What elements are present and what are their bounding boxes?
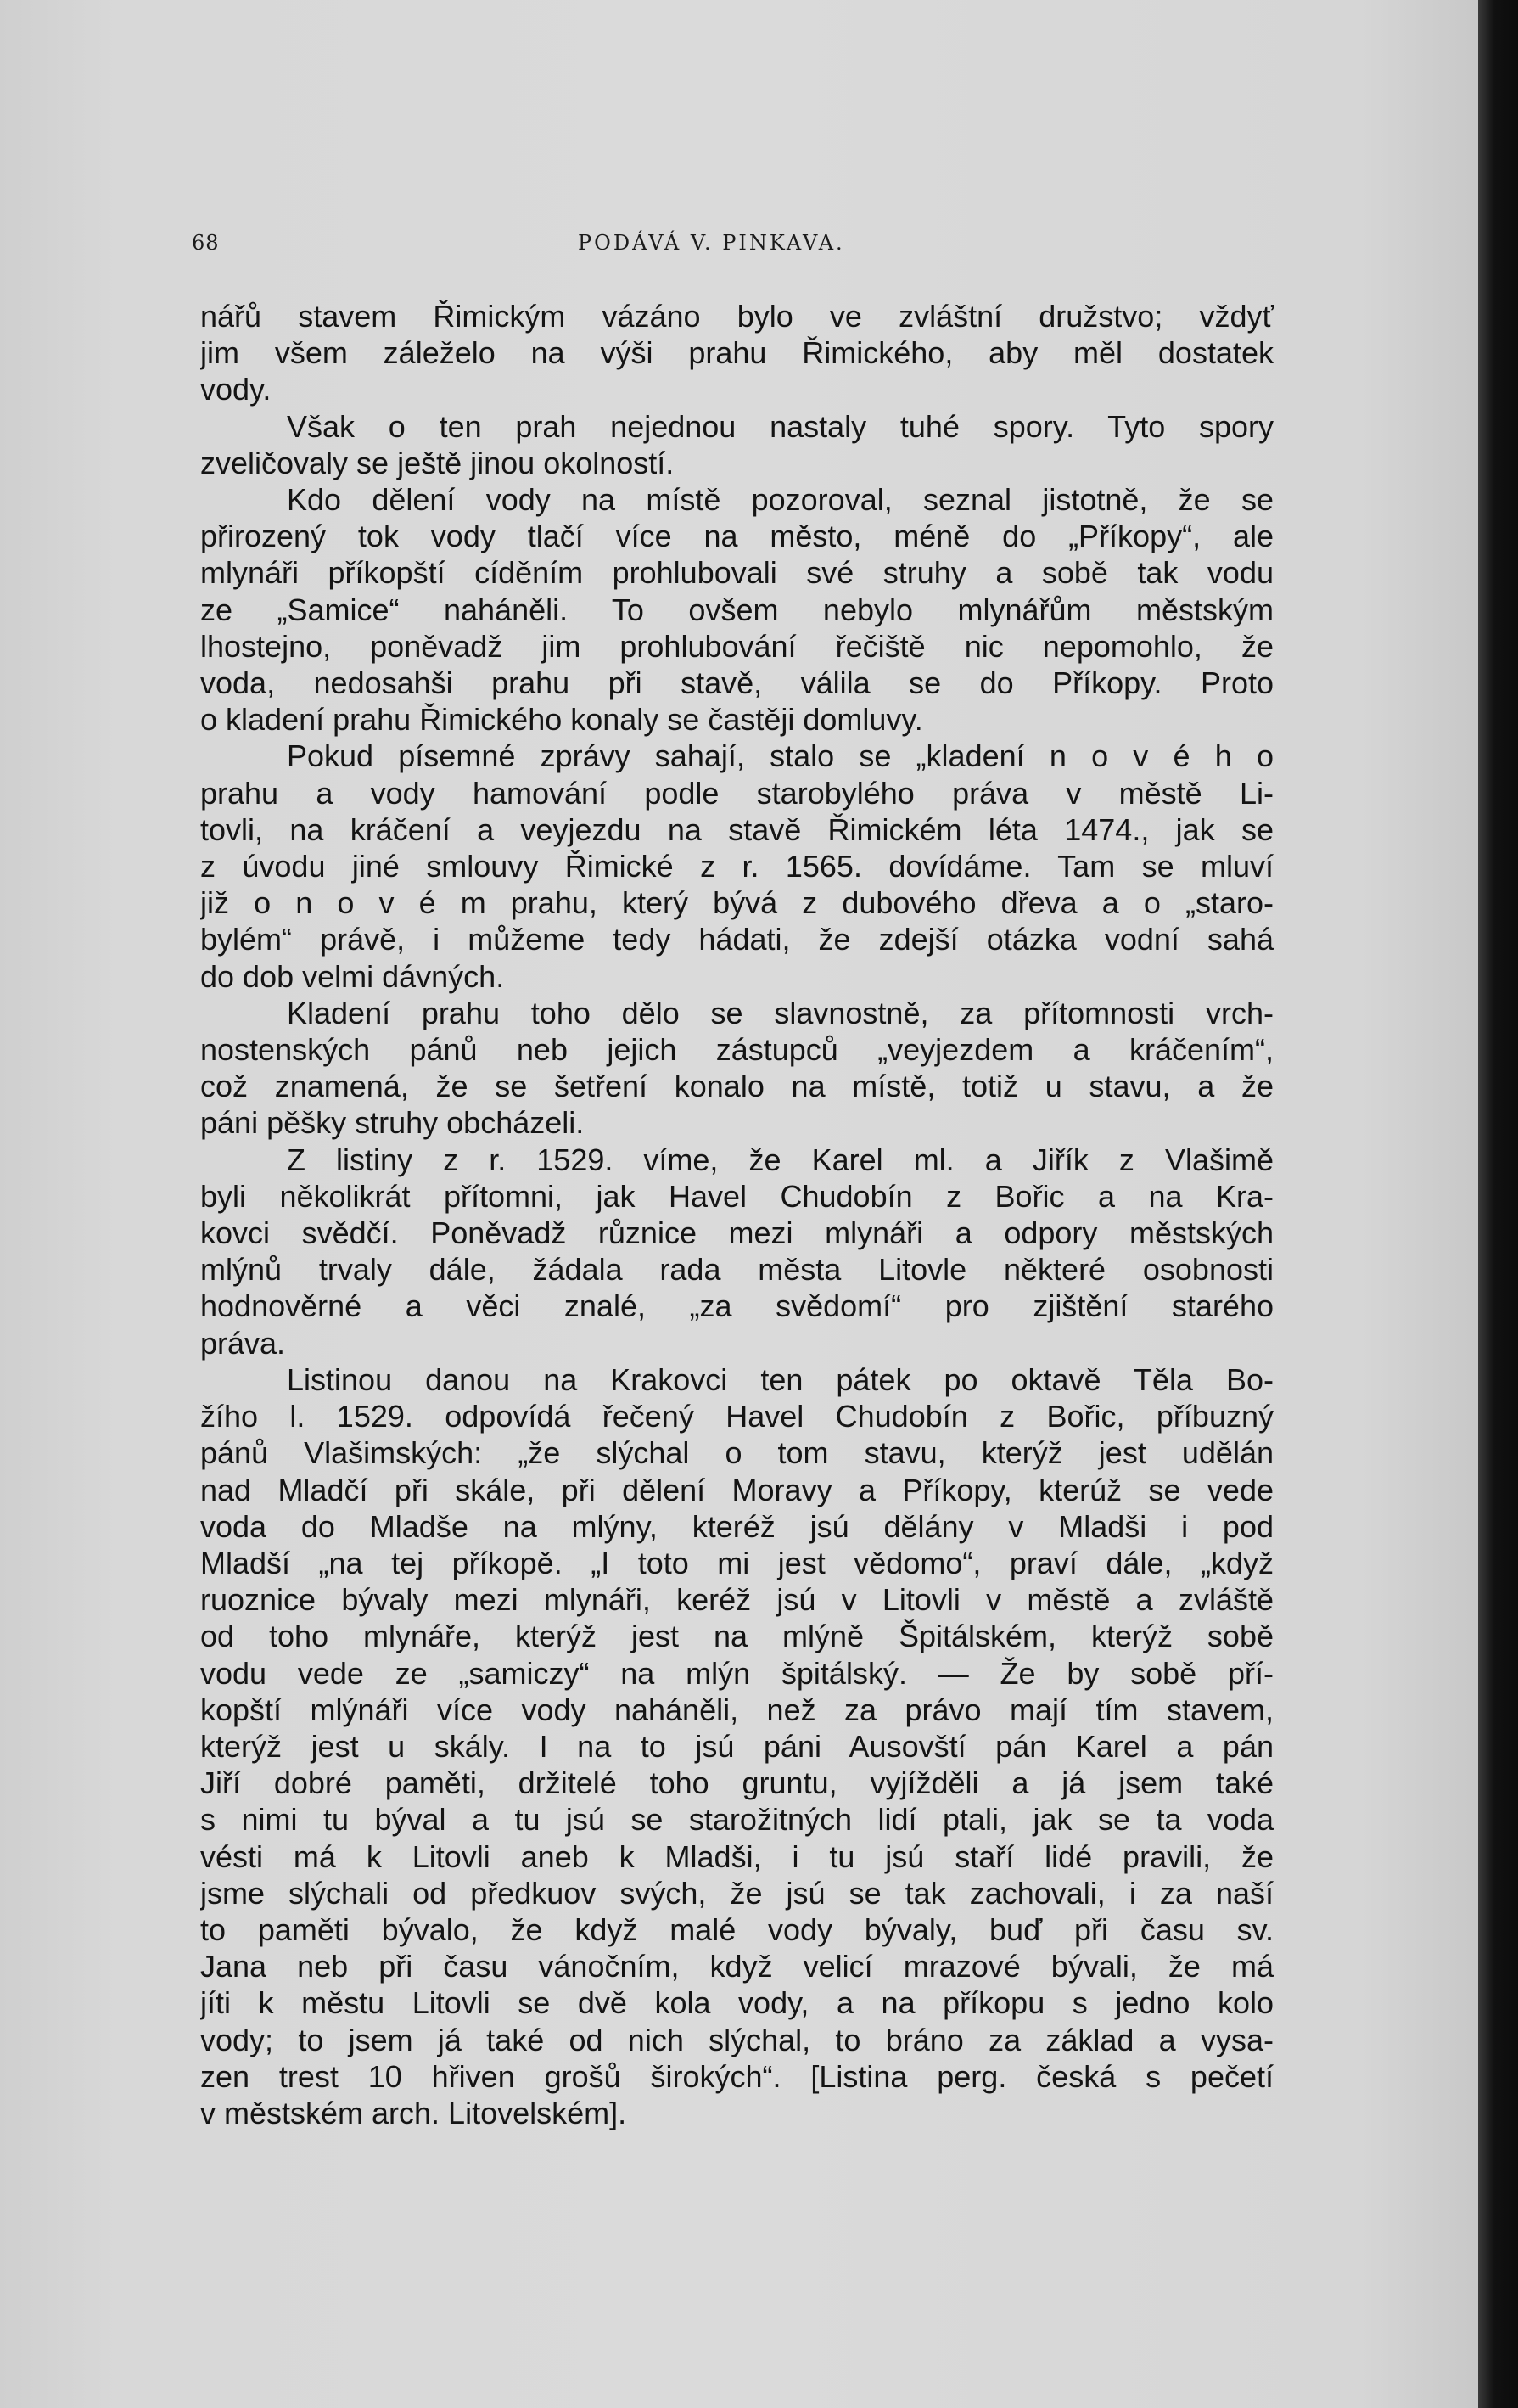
- text-line: Mladší „na tej příkopě. „I toto mi jest vědomo“, praví dále, „když: [200, 1545, 1274, 1580]
- text-line: páni pěšky struhy obcházeli.: [200, 1105, 585, 1141]
- paragraph: [200, 995, 1274, 1142]
- text-line: s nimi tu býval a tu jsú se starožitných lidí ptali, jak se ta voda: [200, 1802, 1274, 1838]
- text-line: z úvodu jiné smlouvy Řimické z r. 1565. dovídáme. Tam se mluví: [200, 849, 1274, 884]
- text-line: tovli, na kráčení a veyjezdu na stavě Řimickém léta 1474., jak se: [200, 811, 1274, 847]
- text-line: Však o ten prah nejednou nastaly tuhé spory. Tyto spory: [287, 408, 1274, 444]
- text-line: Z listiny z r. 1529. víme, že Karel ml. a Jiřík z Vlašimě: [287, 1142, 1274, 1177]
- text-line: jsme slýchali od předkuov svých, že jsú se tak zachovali, i za naší: [200, 1875, 1274, 1911]
- text-line: byli několikrát přítomni, jak Havel Chudobín z Bořic a na Kra-: [200, 1178, 1274, 1214]
- paragraph: [200, 738, 1274, 994]
- book-spine-shadow: [1478, 0, 1518, 2408]
- running-head: PODÁVÁ V. PINKAVA.: [578, 231, 845, 255]
- text-line: jíti k městu Litovli se dvě kola vody, a na příkopu s jedno kolo: [200, 1985, 1274, 2021]
- text-line: pánů Vlašimských: „že slýchal o tom stavu, kterýž jest udělán: [200, 1435, 1274, 1471]
- text-line: vody.: [200, 372, 272, 407]
- text-line: voda do Mladše na mlýny, kteréž jsú dělány v Mladši i pod: [200, 1508, 1274, 1544]
- text-line: vody; to jsem já také od nich slýchal, to bráno za základ a vysa-: [200, 2022, 1274, 2057]
- text-line: to paměti bývalo, že když malé vody bývaly, buď při času sv.: [200, 1911, 1274, 1947]
- body-text: [200, 298, 1274, 2131]
- text-line: do dob velmi dávných.: [200, 958, 505, 994]
- text-line: nářů stavem Řimickým vázáno bylo ve zvláštní družstvo; vždyť: [200, 299, 1274, 334]
- text-line: nostenských pánů neb jejich zástupců „veyjezdem a kráčením“,: [200, 1032, 1274, 1068]
- text-line: lhostejno, poněvadž jim prohlubování řečiště nic nepomohlo, že: [200, 628, 1274, 664]
- text-line: hodnověrné a věci znalé, „za svědomí“ pro zjištění starého: [200, 1288, 1274, 1324]
- text-line: mlýnů trvaly dále, žádala rada města Litovle některé osobnosti: [200, 1252, 1274, 1288]
- text-line: mlynáři příkopští cíděním prohlubovali své struhy a sobě tak vodu: [200, 555, 1274, 591]
- paragraph: [200, 1142, 1274, 1361]
- text-line: Jana neb při času vánočním, když velicí mrazové bývali, že má: [200, 1949, 1274, 1984]
- text-line: Kdo dělení vody na místě pozoroval, seznal jistotně, že se: [287, 482, 1274, 518]
- text-line: Pokud písemné zprávy sahají, stalo se „kladení n o v é h o: [287, 738, 1274, 774]
- text-line: vodu vede ze „samiczy“ na mlýn špitálský. — Že by sobě pří-: [200, 1655, 1274, 1691]
- text-line: voda, nedosahši prahu při stavě, válila se do Příkopy. Proto: [200, 665, 1274, 701]
- text-line: prahu a vody hamování podle starobylého práva v městě Li-: [200, 775, 1274, 811]
- text-line: žího l. 1529. odpovídá řečený Havel Chudobín z Bořic, příbuzný: [200, 1399, 1274, 1434]
- text-line: zen trest 10 hřiven grošů širokých“. [Listina perg. česká s pečetí: [200, 2058, 1274, 2094]
- text-line: což znamená, že se šetření konalo na místě, totiž u stavu, a že: [200, 1069, 1274, 1104]
- text-line: již o n o v é m prahu, který bývá z dubového dřeva a o „staro-: [200, 885, 1274, 921]
- paragraph: [200, 408, 1274, 481]
- text-line: nad Mladčí při skále, při dělení Moravy a Příkopy, kterúž se vede: [200, 1472, 1274, 1507]
- text-line: práva.: [200, 1325, 286, 1361]
- text-line: jim všem záleželo na výši prahu Řimického, aby měl dostatek: [200, 335, 1274, 371]
- text-line: kovci svědčí. Poněvadž různice mezi mlynáři a odpory městských: [200, 1215, 1274, 1251]
- text-line: o kladení prahu Řimického konaly se častěji domluvy.: [200, 702, 923, 738]
- text-line: ze „Samice“ naháněli. To ovšem nebylo mlynářům městským: [200, 592, 1274, 627]
- text-line: zveličovaly se ještě jinou okolností.: [200, 445, 675, 480]
- text-line: od toho mlynáře, kterýž jest na mlýně Špitálském, kterýž sobě: [200, 1619, 1274, 1654]
- page-number: 68: [192, 231, 220, 255]
- text-line: v městském arch. Litovelském].: [200, 2095, 627, 2130]
- text-line: ruoznice bývaly mezi mlynáři, keréž jsú v Litovli v městě a zvláště: [200, 1582, 1274, 1618]
- paragraph: [200, 1361, 1274, 2131]
- text-line: kterýž jest u skály. I na to jsú páni Ausovští pán Karel a pán: [200, 1728, 1274, 1764]
- page-header: [192, 231, 1286, 261]
- text-line: bylém“ právě, i můžeme tedy hádati, že zdejší otázka vodní sahá: [200, 922, 1274, 957]
- text-line: kopští mlýnáři více vody naháněli, než za právo mají tím stavem,: [200, 1692, 1274, 1727]
- text-line: Kladení prahu toho dělo se slavnostně, za přítomnosti vrch-: [287, 995, 1274, 1030]
- text-line: Listinou danou na Krakovci ten pátek po oktavě Těla Bo-: [287, 1361, 1274, 1397]
- paragraph: [200, 298, 1274, 408]
- paragraph: [200, 481, 1274, 738]
- text-line: vésti má k Litovli aneb k Mladši, i tu jsú staří lidé pravili, že: [200, 1838, 1274, 1874]
- text-line: Jiří dobré paměti, držitelé toho gruntu, vyjížděli a já jsem také: [200, 1765, 1274, 1801]
- text-line: přirozený tok vody tlačí více na město, méně do „Příkopy“, ale: [200, 519, 1274, 554]
